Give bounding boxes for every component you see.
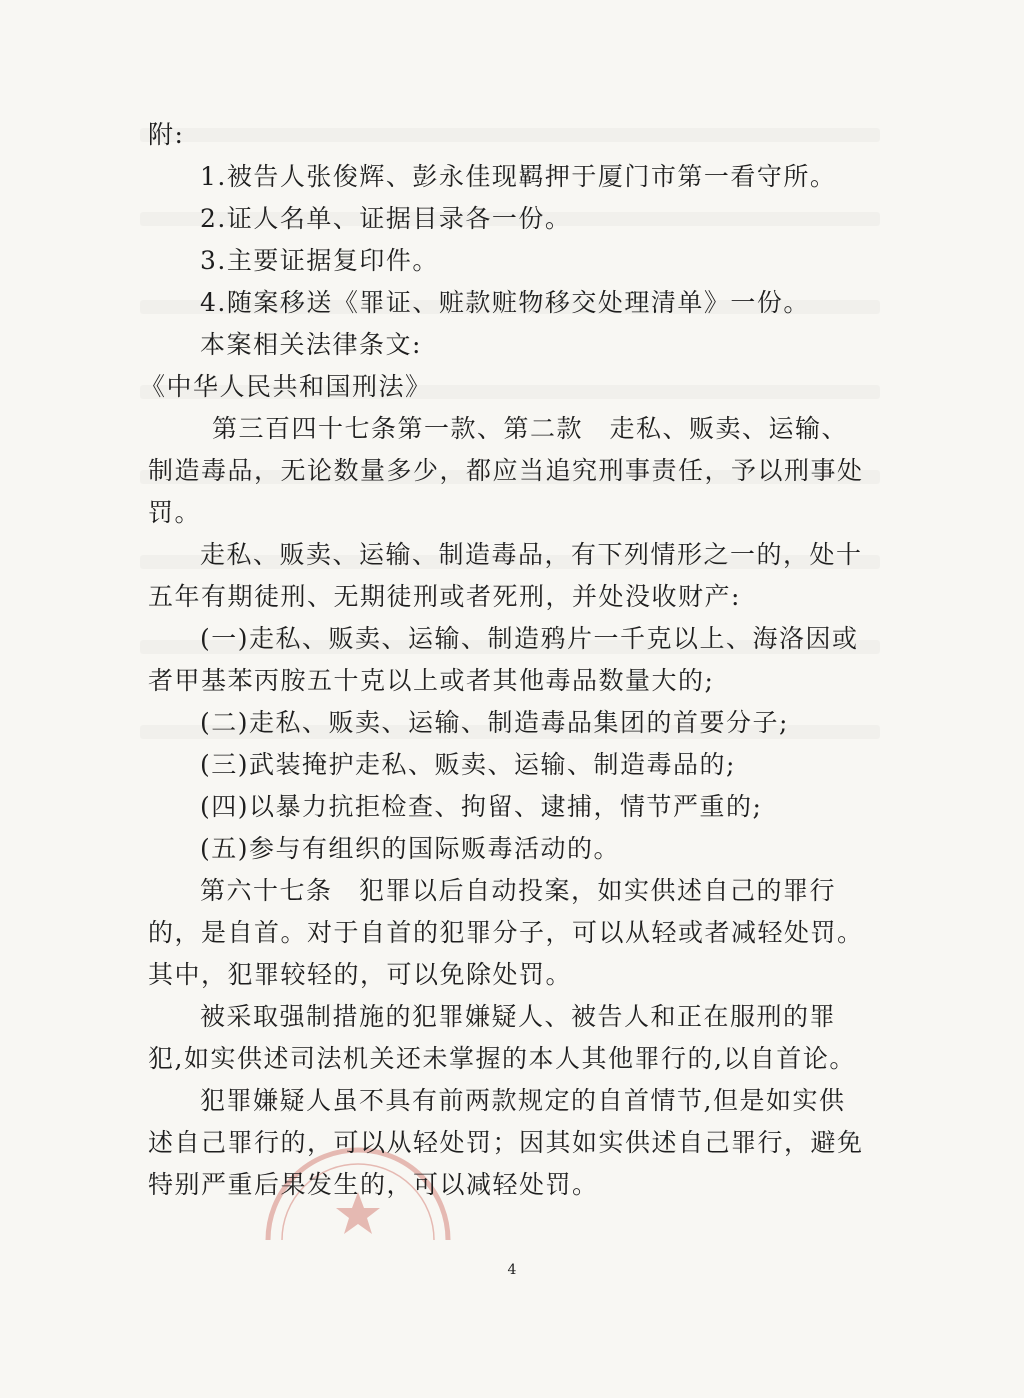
article-347-paragraph-line: 制造毒品，无论数量多少，都应当追究刑事责任，予以刑事处 bbox=[148, 456, 864, 485]
article-347-paragraph-line: 第三百四十七条第一款、第二款 走私、贩卖、运输、 bbox=[212, 414, 849, 443]
page-number: 4 bbox=[507, 1262, 517, 1278]
article-347-item: (三)武装掩护走私、贩卖、运输、制造毒品的; bbox=[200, 750, 736, 779]
attachment-heading: 附: bbox=[148, 120, 185, 149]
law-intro: 本案相关法律条文: bbox=[200, 330, 422, 359]
article-347-item: (五)参与有组织的国际贩毒活动的。 bbox=[200, 834, 621, 863]
article-347-item: (一)走私、贩卖、运输、制造鸦片一千克以上、海洛因或 bbox=[200, 624, 859, 653]
article-67-paragraph-line: 的，是自首。对于自首的犯罪分子，可以从轻或者减轻处罚。 bbox=[148, 918, 864, 947]
article-67-paragraph-line: 犯罪嫌疑人虽不具有前两款规定的自首情节,但是如实供 bbox=[200, 1086, 846, 1115]
article-67-paragraph-line: 其中，犯罪较轻的，可以免除处罚。 bbox=[148, 960, 573, 989]
law-name: 《中华人民共和国刑法》 bbox=[140, 372, 432, 401]
article-67-paragraph-line: 犯,如实供述司法机关还未掌握的本人其他罪行的,以自首论。 bbox=[148, 1044, 856, 1073]
article-347-item: (二)走私、贩卖、运输、制造毒品集团的首要分子; bbox=[200, 708, 789, 737]
article-67-paragraph-line: 第六十七条 犯罪以后自动投案，如实供述自己的罪行 bbox=[200, 876, 837, 905]
attachment-item: 1.被告人张俊辉、彭永佳现羁押于厦门市第一看守所。 bbox=[200, 162, 837, 191]
article-347-item: (四)以暴力抗拒检查、拘留、逮捕，情节严重的; bbox=[200, 792, 763, 821]
article-67-paragraph-line: 述自己罪行的，可以从轻处罚；因其如实供述自己罪行，避免 bbox=[148, 1128, 864, 1157]
attachment-item: 3.主要证据复印件。 bbox=[200, 246, 439, 275]
article-347-paragraph-line: 五年有期徒刑、无期徒刑或者死刑，并处没收财产: bbox=[148, 582, 741, 611]
article-347-paragraph-line: 走私、贩卖、运输、制造毒品，有下列情形之一的，处十 bbox=[200, 540, 863, 569]
article-67-paragraph-line: 被采取强制措施的犯罪嫌疑人、被告人和正在服刑的罪 bbox=[200, 1002, 837, 1031]
article-347-paragraph-line: 罚。 bbox=[148, 498, 202, 527]
article-347-item: 者甲基苯丙胺五十克以上或者其他毒品数量大的; bbox=[148, 666, 715, 695]
attachment-item: 4.随案移送《罪证、赃款赃物移交处理清单》一份。 bbox=[200, 288, 810, 317]
article-67-paragraph-line: 特别严重后果发生的，可以减轻处罚。 bbox=[148, 1170, 599, 1199]
attachment-item: 2.证人名单、证据目录各一份。 bbox=[200, 204, 572, 233]
